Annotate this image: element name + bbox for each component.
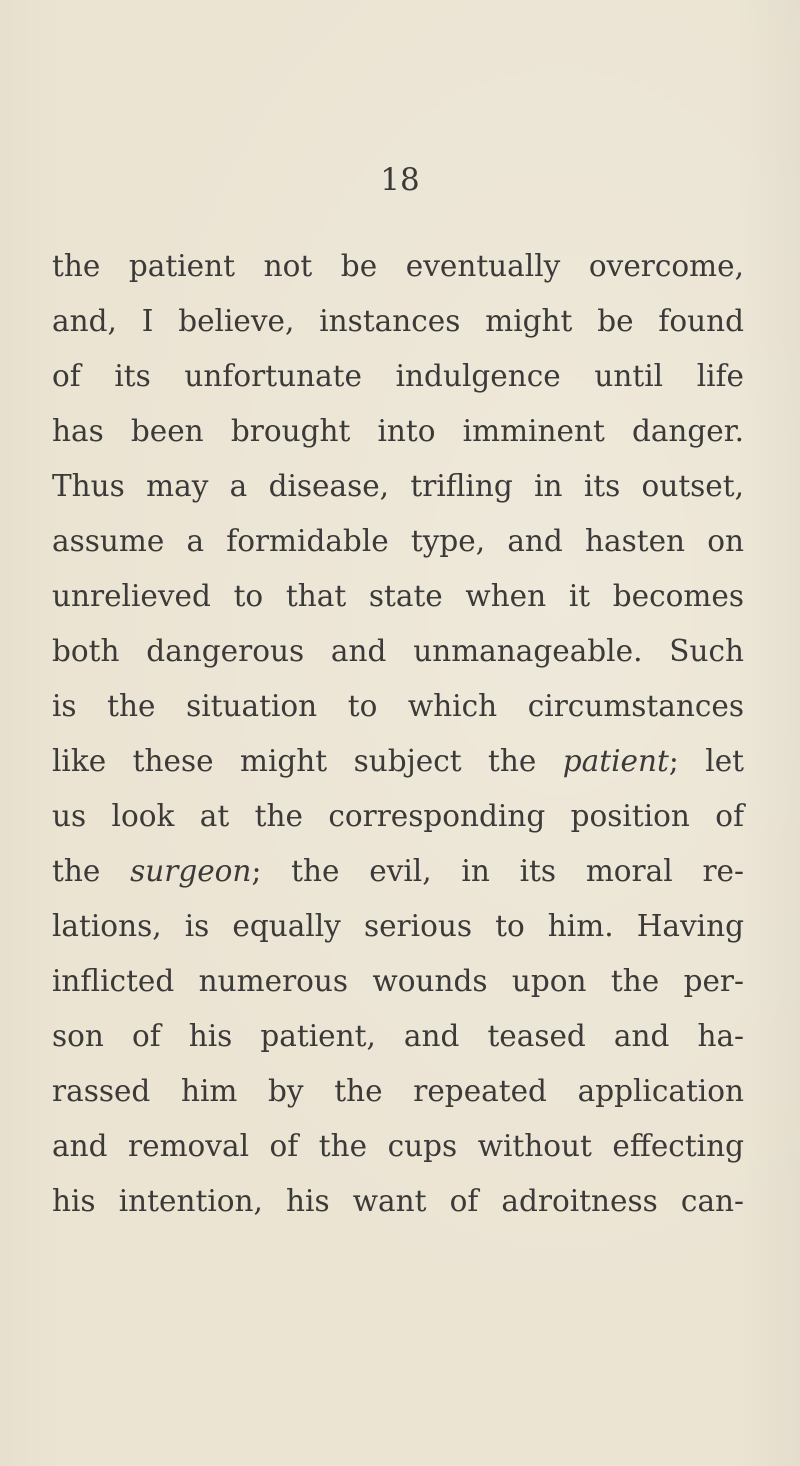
text-segment: the	[52, 854, 101, 888]
text-line-1: the patient not be eventually overcome,	[52, 249, 744, 283]
text-line-10	[52, 737, 744, 792]
text-segment: like these might subject the	[52, 744, 537, 778]
text-line-9: is the situation to which circumstances	[52, 689, 744, 723]
italic-word: patient	[562, 744, 669, 778]
text-line-18: his intention, his want of adroitness can-	[52, 1184, 744, 1218]
text-line-3: of its unfortunate indulgence until life	[52, 359, 744, 393]
text-line-5: Thus may a disease, trifling in its outset,	[52, 469, 744, 503]
text-line-14: inflicted numerous wounds upon the per-	[52, 964, 744, 998]
body-text	[52, 242, 744, 1232]
text-segment: ; the evil, in its moral re-	[251, 854, 744, 888]
text-line-4: has been brought into imminent danger.	[52, 414, 744, 448]
text-line-16: rassed him by the repeated application	[52, 1074, 744, 1108]
text-line-17: and removal of the cups without effecting	[52, 1129, 744, 1163]
text-line-8: both dangerous and unmanageable. Such	[52, 634, 744, 668]
page-number: 18	[380, 162, 420, 198]
text-segment: ; let	[668, 744, 745, 778]
text-line-13: lations, is equally serious to him. Having	[52, 909, 744, 943]
text-line-15: son of his patient, and teased and ha-	[52, 1019, 744, 1053]
text-line-2: and, I believe, instances might be found	[52, 304, 744, 338]
italic-word: surgeon	[130, 854, 252, 888]
text-line-11: us look at the corresponding position of	[52, 799, 744, 833]
text-line-7: unrelieved to that state when it becomes	[52, 579, 744, 613]
text-line-12	[52, 847, 744, 902]
text-line-6: assume a formidable type, and hasten on	[52, 524, 744, 558]
